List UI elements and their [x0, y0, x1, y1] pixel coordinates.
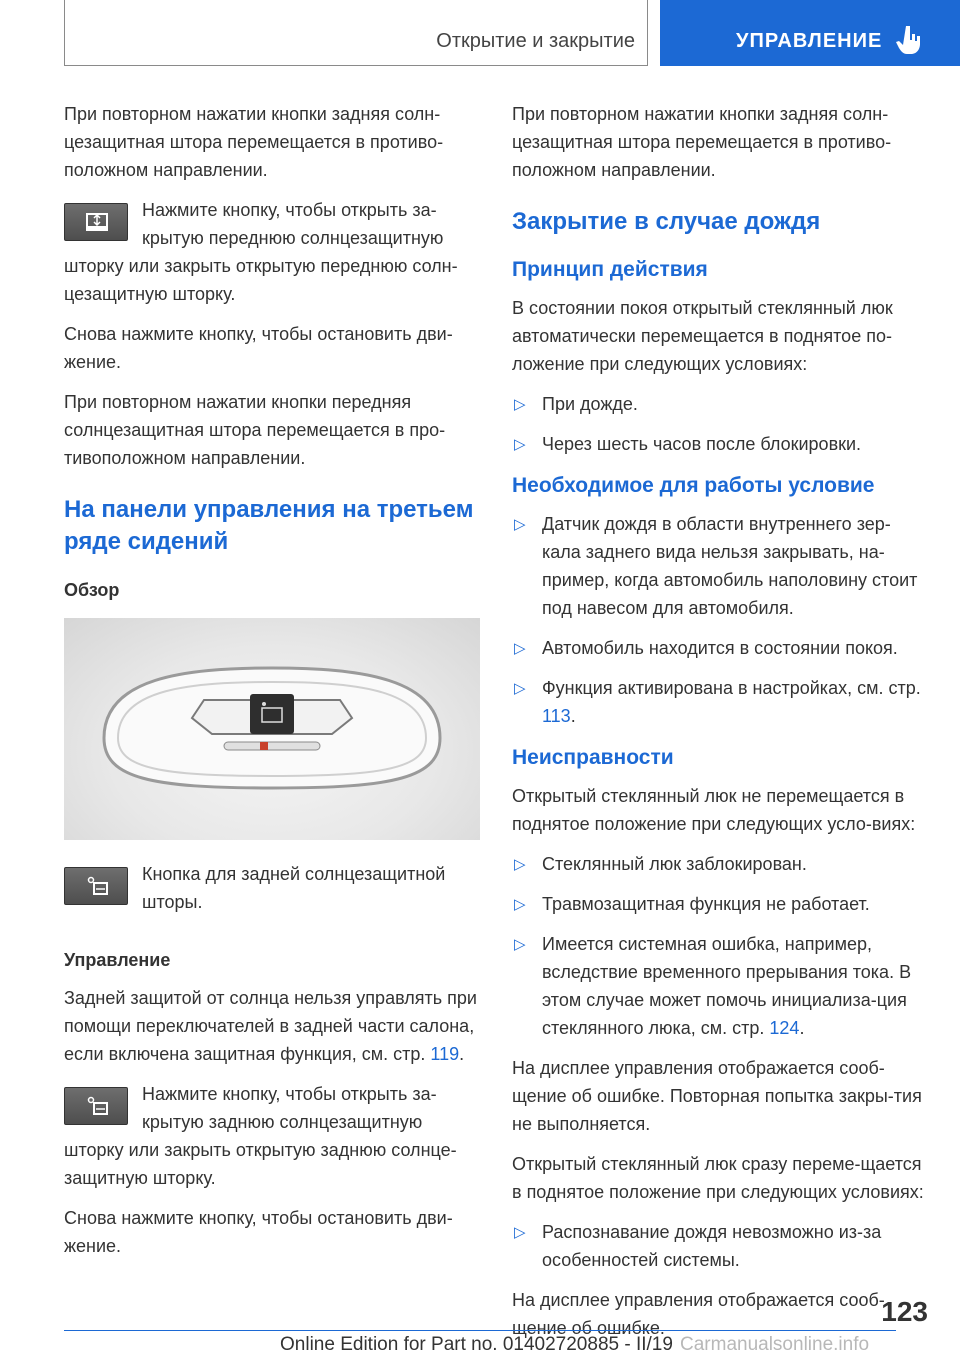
paragraph: На дисплее управления отображается сооб-щение об ошибке. Повторная попытка закры-тия не выполняется.: [512, 1058, 922, 1134]
footer-divider: [64, 1330, 896, 1331]
triangle-bullet-icon: ▷: [514, 896, 526, 913]
section-heading: На панели управления на третьем ряде сидений: [64, 496, 474, 555]
list-item: ▷ При дожде.: [512, 390, 928, 418]
paragraph: Снова нажмите кнопку, чтобы остановить дви-жение.: [64, 324, 453, 372]
right-column: [512, 100, 928, 1354]
triangle-bullet-icon: ▷: [514, 856, 526, 873]
rear-sunblind-button-icon: [64, 867, 128, 905]
list-item: ▷ Имеется системная ошибка, например, вследствие временного прерывания тока. В этом случае может помочь инициализа-ция стеклянного люка, см. стр. 124.: [512, 930, 928, 1042]
watermark: Carmanualsonline.info: [680, 1334, 870, 1355]
page-link[interactable]: 124: [769, 1018, 800, 1038]
triangle-bullet-icon: ▷: [514, 516, 526, 533]
paragraph: Задней защитой от солнца нельзя управлять при помощи переключателей в задней части салона, если включена защитная функция, см. стр. 119.: [64, 988, 477, 1064]
paragraph: Открытый стеклянный люк сразу переме-щается в поднятое положение при следующих условиях:: [512, 1154, 924, 1202]
paragraph: Снова нажмите кнопку, чтобы остановить дви-жение.: [64, 1208, 453, 1256]
instruction-block: [64, 1080, 480, 1204]
roof-console-illustration: [64, 618, 480, 840]
chapter-tab[interactable]: [660, 0, 960, 66]
hand-pointer-icon: [895, 24, 925, 56]
triangle-bullet-icon: ▷: [514, 936, 526, 953]
front-sunblind-button-icon: [64, 203, 128, 241]
caption-block: [64, 860, 480, 928]
instruction-block: [64, 196, 480, 320]
subsection-heading: Управление: [64, 950, 171, 970]
list-item: ▷ Через шесть часов после блокировки.: [512, 430, 928, 458]
control-panel-photo: [64, 618, 480, 840]
triangle-bullet-icon: ▷: [514, 436, 526, 453]
section-heading: Закрытие в случае дождя: [512, 208, 821, 235]
list-item: ▷ Функция активирована в настройках, см. стр. 113.: [512, 674, 928, 730]
triangle-bullet-icon: ▷: [514, 1224, 526, 1241]
list-item: ▷ Распознавание дождя невозможно из-за особенностей системы.: [512, 1218, 928, 1274]
page-link[interactable]: 119: [430, 1044, 460, 1064]
rear-sunblind-button-icon: [64, 1087, 128, 1125]
list-item: ▷ Автомобиль находится в состоянии покоя.: [512, 634, 928, 662]
page-link[interactable]: 113: [542, 706, 571, 726]
list-item: ▷ Стеклянный люк заблокирован.: [512, 850, 928, 878]
paragraph: Нажмите кнопку, чтобы открыть за-крытую заднюю солнцезащитную шторку или закрыть открытую заднюю солнце-защитную шторку.: [64, 1084, 457, 1188]
paragraph: Нажмите кнопку, чтобы открыть за-крытую переднюю солнцезащитную шторку или закрыть открытую переднюю солн-цезащитную шторку.: [64, 200, 458, 304]
subsection-heading: Необходимое для работы условие: [512, 474, 875, 497]
left-column: [64, 100, 480, 1272]
paragraph: При повторном нажатии кнопки задняя солн-цезащитная штора перемещается в противо-положном направлении.: [64, 104, 444, 180]
paragraph: Открытый стеклянный люк не перемещается в поднятое положение при следующих усло-виях:: [512, 786, 916, 834]
list-item: ▷ Датчик дождя в области внутреннего зер-кала заднего вида нельзя закрывать, на-пример, когда автомобиль наполовину стоит под навесом для автомобиля.: [512, 510, 928, 622]
paragraph: При повторном нажатии кнопки передняя солнцезащитная штора перемещается в про-тивоположном направлении.: [64, 392, 446, 468]
subsection-heading: Неисправности: [512, 746, 674, 769]
triangle-bullet-icon: ▷: [514, 640, 526, 657]
edition-note: Online Edition for Part no. 01402720885 - II/19: [280, 1334, 673, 1355]
bullet-list: [512, 390, 928, 458]
chapter-title: УПРАВЛЕНИЕ: [736, 30, 883, 52]
triangle-bullet-icon: ▷: [514, 396, 526, 413]
paragraph: При повторном нажатии кнопки задняя солн-цезащитная штора перемещается в противо-положном направлении.: [512, 104, 892, 180]
list-item: ▷ Травмозащитная функция не работает.: [512, 890, 928, 918]
bullet-list: [512, 510, 928, 730]
header-section-box: [64, 0, 648, 66]
page-number: 123: [881, 1296, 928, 1327]
subsection-heading: Обзор: [64, 580, 120, 600]
caption: Кнопка для задней солнцезащитной шторы.: [142, 864, 446, 912]
triangle-bullet-icon: ▷: [514, 680, 526, 697]
section-title: Открытие и закрытие: [436, 30, 635, 52]
bullet-list: [512, 1218, 928, 1274]
subsection-heading: Принцип действия: [512, 258, 708, 281]
bullet-list: [512, 850, 928, 1042]
paragraph: На дисплее управления отображается сооб-щение об ошибке.: [512, 1290, 885, 1338]
paragraph: В состоянии покоя открытый стеклянный люк автоматически перемещается в поднятое по-ложение при следующих условиях:: [512, 298, 893, 374]
